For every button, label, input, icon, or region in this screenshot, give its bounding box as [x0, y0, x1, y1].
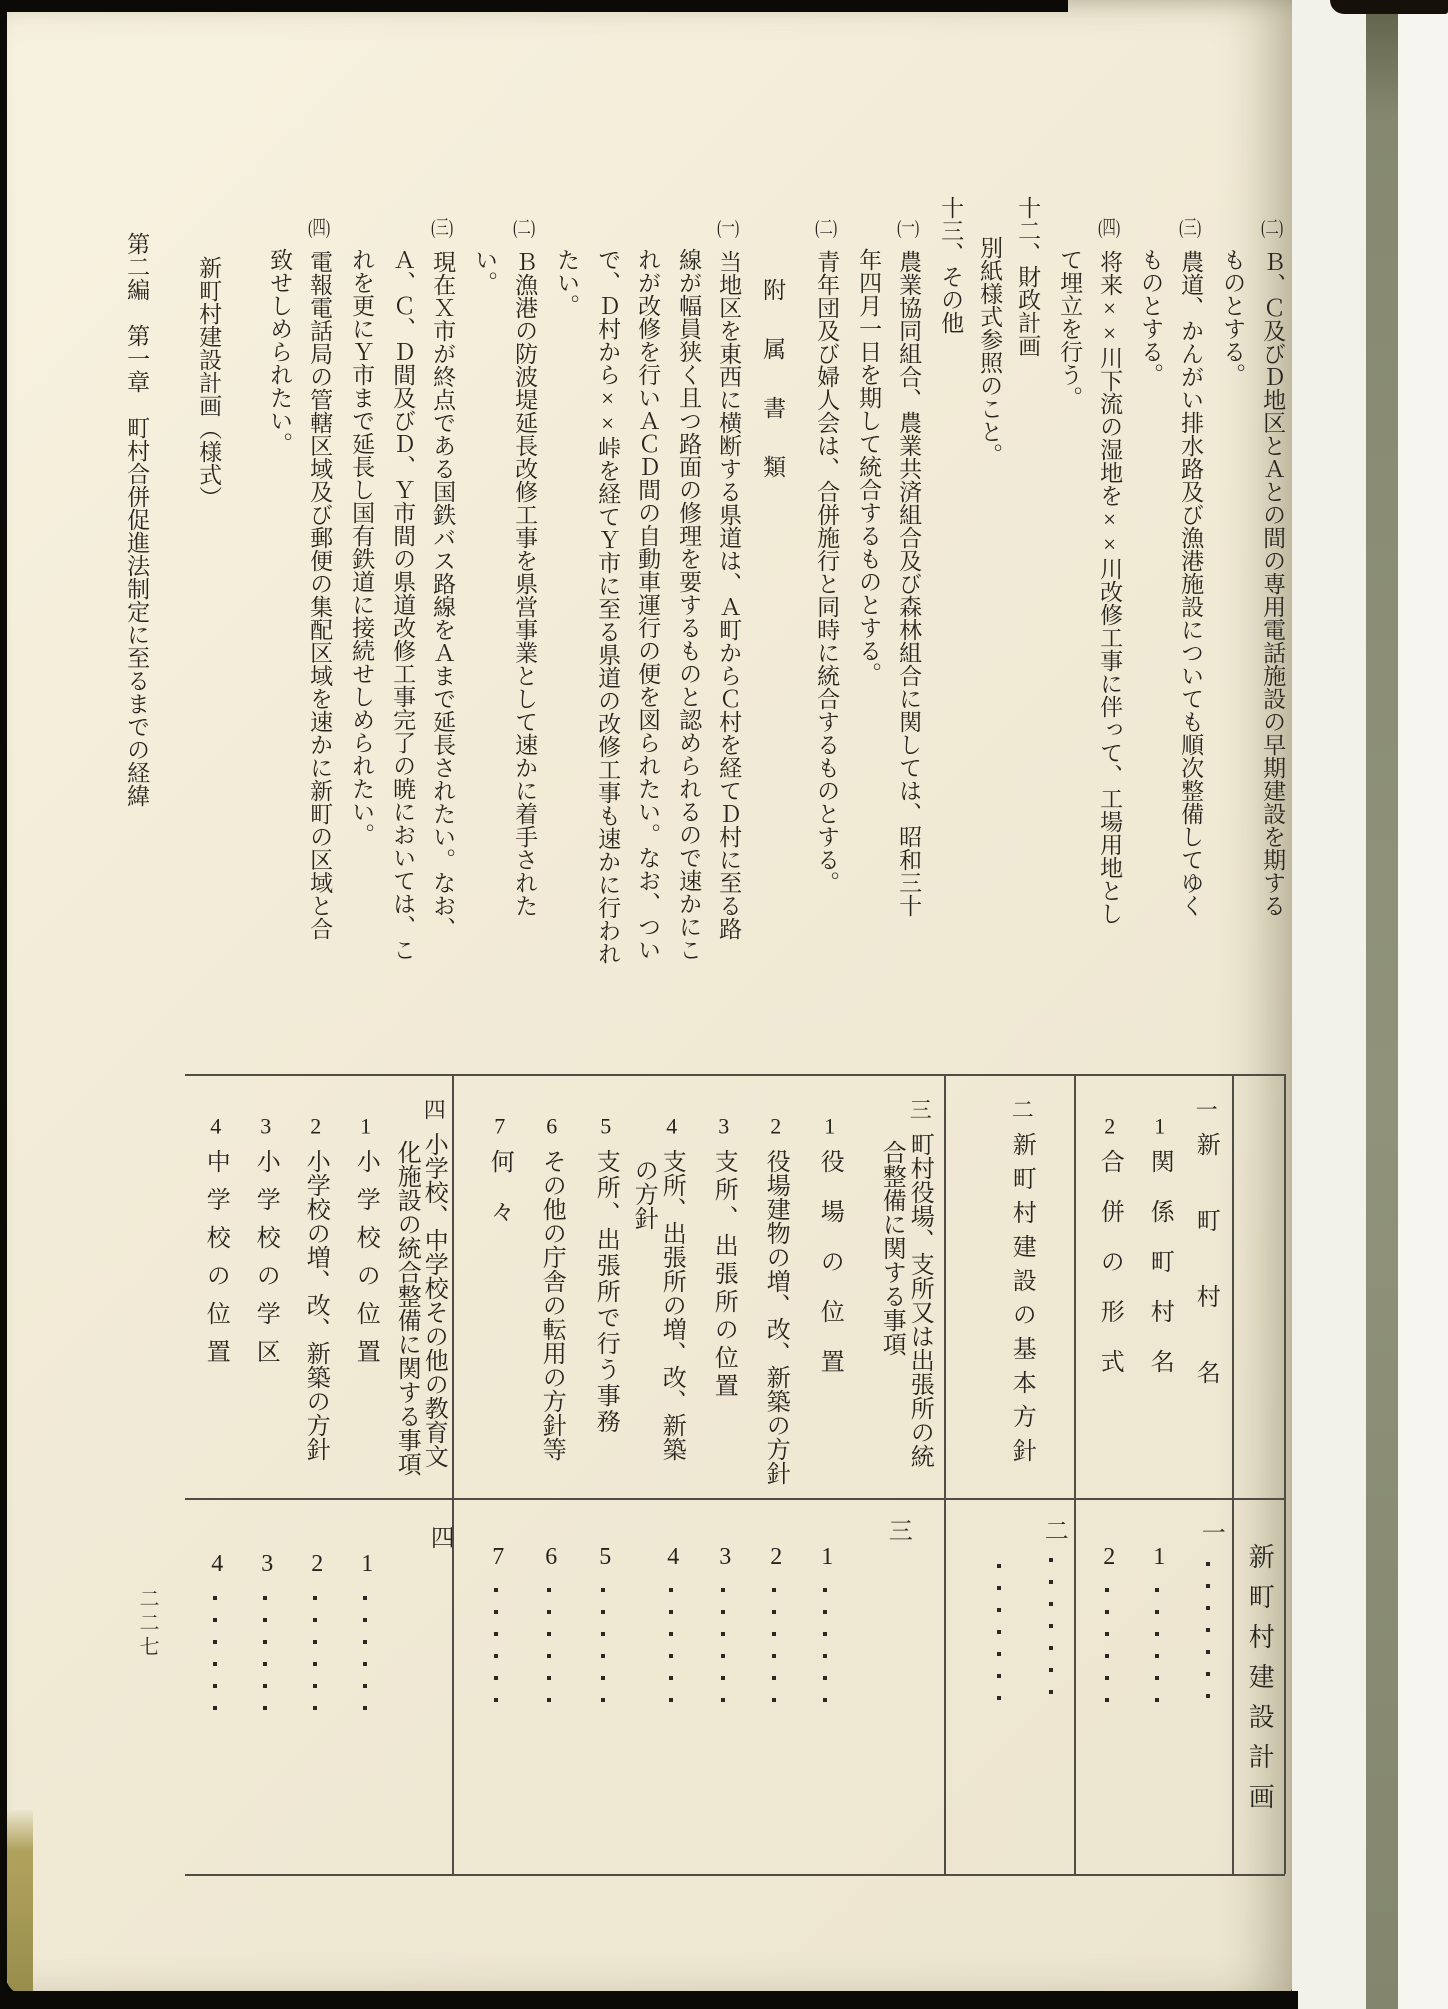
- text-column: [595, 248, 619, 965]
- item-breakwater: [512, 218, 536, 917]
- table-title: 新町村建設計画: [1245, 1543, 1275, 1823]
- item-text: 現在Ｘ市が終点である国鉄バス路線をＡまで延長されたい。なお、: [430, 250, 456, 940]
- item-marker: (二): [513, 218, 536, 238]
- form-item-number: [884, 1518, 909, 1542]
- text-column: [349, 248, 373, 846]
- item-text: い。: [472, 248, 498, 294]
- form-item-number: [660, 1545, 685, 1569]
- item-text: 小学校、中学校その他の教育文: [420, 1132, 447, 1468]
- item-number: 4: [211, 1552, 224, 1576]
- table-header-item: [878, 1140, 903, 1356]
- item-number: 二: [1040, 1518, 1067, 1542]
- item-telephone: [1260, 218, 1284, 917]
- text-column: [856, 248, 880, 685]
- header-branch-building: [658, 1115, 683, 1461]
- item-number: 一: [1197, 1520, 1224, 1544]
- table-border-top: [185, 1074, 1285, 1076]
- dotted-leader: [772, 1588, 776, 1712]
- item-number: 4: [667, 1545, 680, 1569]
- item-text: て埋立を行う。: [1057, 248, 1083, 409]
- item-text: 別紙様式参照のこと。: [977, 236, 1003, 466]
- item-text: 附属書類: [760, 278, 786, 514]
- header-new-town-name: [1192, 1098, 1217, 1436]
- item-text: 中学校の位置: [202, 1149, 229, 1377]
- text-column: [1138, 248, 1162, 386]
- item-text: 致せしめられたい。: [267, 248, 293, 455]
- item-number: 3: [718, 1115, 730, 1137]
- item-text: たい。: [554, 248, 580, 317]
- appendix-heading: [760, 278, 784, 514]
- item-number: 四: [421, 1098, 447, 1120]
- item-number: 2: [1104, 1115, 1116, 1137]
- section-12-heading: [1015, 196, 1039, 357]
- item-text: 何々: [486, 1149, 513, 1249]
- item-number: 四: [426, 1525, 453, 1549]
- item-marker: (一): [717, 218, 740, 238]
- item-text: 将来××川下流の湿地を××川改修工事に伴って、工場用地とし: [1097, 250, 1123, 925]
- dotted-leader: [669, 1588, 673, 1712]
- header-merger-form: [1096, 1115, 1121, 1399]
- text-column: [554, 248, 578, 317]
- item-number: 1: [360, 1115, 372, 1137]
- section-13-heading: [938, 196, 962, 334]
- form-item-number: [814, 1545, 839, 1569]
- item-text: 合併の形式: [1096, 1149, 1123, 1399]
- form-item-number: [204, 1552, 229, 1576]
- header-basic-policy: [1008, 1098, 1033, 1472]
- dotted-leader: [313, 1596, 317, 1720]
- text-column: [472, 248, 496, 294]
- item-text: 当地区を東西に横断する県道は、Ａ町からＣ村を経てＤ村に至る路: [716, 250, 742, 940]
- header-branch-location: [710, 1115, 735, 1401]
- item-text: 農業協同組合、農業共済組合及び森林組合に関しては、昭和三十: [896, 250, 922, 917]
- item-number: 三: [907, 1098, 933, 1120]
- item-number: 5: [600, 1115, 612, 1137]
- form-item-number: [538, 1545, 563, 1569]
- text-column: [977, 236, 1001, 466]
- text-column: [267, 248, 291, 455]
- item-text: 新町村名: [1192, 1132, 1219, 1436]
- form-item-number: [354, 1552, 379, 1576]
- dotted-leader: [1105, 1588, 1109, 1712]
- table-border-right: [1284, 1074, 1286, 1874]
- item-number: 4: [210, 1115, 222, 1137]
- item-cooperatives: [896, 218, 920, 917]
- header-related-towns: [1146, 1115, 1171, 1399]
- item-reclamation: [1097, 218, 1121, 925]
- item-number: 5: [599, 1545, 612, 1569]
- item-marker: (四): [308, 218, 331, 238]
- item-postal-districts: [307, 218, 331, 940]
- item-text: 合整備に関する事項: [878, 1140, 905, 1356]
- header-office-location: [816, 1115, 841, 1399]
- form-item-number: [592, 1545, 617, 1569]
- dotted-leader: [823, 1588, 827, 1712]
- dotted-leader: [721, 1588, 725, 1712]
- form-item-number: [485, 1545, 510, 1569]
- item-number: 6: [546, 1115, 558, 1137]
- item-text: Ｂ漁港の防波堤延長改修工事を県営事業として速かに着手された: [512, 250, 538, 917]
- item-text: れが改修を行いＡＣＤ間の自動車運行の便を図られたい。なお、つい: [635, 248, 661, 961]
- item-number: 1: [821, 1545, 834, 1569]
- header-schools: [420, 1098, 445, 1468]
- chapter-heading-column: [124, 232, 148, 807]
- item-number: 三: [884, 1518, 911, 1542]
- item-text: 役場の位置: [816, 1149, 843, 1399]
- item-text: 役場建物の増、改、新築の方針: [762, 1149, 789, 1485]
- item-text: 青年団及び婦人会は、合併施行と同時に統合するものとする。: [814, 250, 840, 894]
- item-text: 農道、かんがい排水路及び漁港施設についても順次整備してゆく: [1178, 250, 1204, 917]
- item-text: 第二編 第一章 町村合併促進法制定に至るまでの経緯: [124, 232, 150, 807]
- item-text: 小学校の位置: [352, 1149, 379, 1377]
- item-text: れを更にＹ市まで延長し国有鉄道に接続せしめられたい。: [349, 248, 375, 846]
- item-number: 二: [1009, 1098, 1035, 1120]
- form-item-number: [1146, 1545, 1171, 1569]
- item-number: 2: [770, 1115, 782, 1137]
- item-marker: (一): [897, 218, 920, 238]
- item-text: 電報電話局の管轄区域及び郵便の集配区域を速かに新町の区域と合: [307, 250, 333, 940]
- item-text: 支所、出張所で行う事務: [592, 1149, 619, 1435]
- header-elementary-location: [352, 1115, 377, 1377]
- item-number: 3: [261, 1552, 274, 1576]
- header-school-district: [252, 1115, 277, 1377]
- item-prefectural-road: [716, 218, 740, 940]
- text-column: [390, 248, 414, 961]
- form-item-number: [763, 1545, 788, 1569]
- header-building-reuse: [538, 1115, 563, 1461]
- text-column: [676, 248, 700, 961]
- form-title-column: [196, 256, 220, 509]
- form-item-number: [426, 1525, 451, 1549]
- form-item-number: [304, 1552, 329, 1576]
- item-text: 線が幅員狭く且つ路面の修理を要するものと認められるので速かにこ: [676, 248, 702, 961]
- item-number: 3: [260, 1115, 272, 1137]
- item-bus-line: [430, 218, 454, 940]
- header-office-building: [762, 1115, 787, 1485]
- item-number: 2: [311, 1552, 324, 1576]
- table-border-bottom: [185, 1874, 1285, 1876]
- item-text: 化施設の統合整備に関する事項: [393, 1140, 420, 1476]
- dotted-leader: [494, 1588, 498, 1712]
- dotted-leader: [547, 1588, 551, 1712]
- form-item-number: [712, 1545, 737, 1569]
- dotted-leader: [601, 1588, 605, 1712]
- form-item-number: [1040, 1518, 1065, 1542]
- item-number: 7: [492, 1545, 505, 1569]
- item-marker: (三): [1179, 218, 1202, 238]
- dotted-leader: [997, 1564, 1001, 1716]
- table-divider-1: [1232, 1074, 1234, 1874]
- page-number: 二二七: [136, 1588, 158, 1660]
- dotted-leader: [1155, 1588, 1159, 1712]
- table-divider-4: [452, 1074, 454, 1874]
- item-text: 支所、出張所の増、改、新築: [658, 1149, 685, 1461]
- form-item-number: [1197, 1520, 1222, 1544]
- header-office-consolidation: [906, 1098, 931, 1468]
- item-number: 2: [770, 1545, 783, 1569]
- item-number: 1: [1153, 1545, 1166, 1569]
- item-text: 関係町村名: [1146, 1149, 1173, 1399]
- item-text: Ｂ、Ｃ及びＤ地区とＡとの間の専用電話施設の早期建設を期する: [1260, 250, 1286, 917]
- item-marker: (二): [815, 218, 838, 238]
- item-number: 1: [824, 1115, 836, 1137]
- item-number: 3: [719, 1545, 732, 1569]
- header-etcetera: [486, 1115, 511, 1249]
- form-item-number: [1096, 1545, 1121, 1569]
- dotted-leader: [213, 1596, 217, 1720]
- item-number: 7: [494, 1115, 506, 1137]
- item-text: 新町村建設の基本方針: [1008, 1132, 1035, 1472]
- item-text: 新町村建設計画（様式）: [196, 256, 222, 509]
- table-divider-2: [1074, 1074, 1076, 1874]
- item-number: 4: [666, 1115, 678, 1137]
- text-column: [1057, 248, 1081, 409]
- header-middle-school-location: [202, 1115, 227, 1377]
- item-text: ものとする。: [1220, 248, 1246, 386]
- item-marker: (四): [1098, 218, 1121, 238]
- item-number: 2: [1103, 1545, 1116, 1569]
- item-number: 1: [361, 1552, 374, 1576]
- item-text: 町村役場、支所又は出張所の統: [906, 1132, 933, 1468]
- dotted-leader: [1049, 1558, 1053, 1710]
- item-marker: (三): [431, 218, 454, 238]
- item-number: 1: [1154, 1115, 1166, 1137]
- item-text: 小学校の学区: [252, 1149, 279, 1377]
- dotted-leader: [263, 1596, 267, 1720]
- header-elementary-building: [302, 1115, 327, 1461]
- item-text: の方針: [630, 1158, 657, 1230]
- header-branch-duties: [592, 1115, 617, 1435]
- item-text: 年四月一日を期して統合するものとする。: [856, 248, 882, 685]
- table-header-item: [630, 1158, 655, 1230]
- item-number: 一: [1193, 1098, 1219, 1120]
- item-number: 2: [310, 1115, 322, 1137]
- item-marker: (二): [1261, 218, 1284, 238]
- item-number: 6: [545, 1545, 558, 1569]
- text-column: [635, 248, 659, 961]
- item-text: ものとする。: [1138, 248, 1164, 386]
- item-text: 十二、財政計画: [1015, 196, 1041, 357]
- item-text: 小学校の増、改、新築の方針: [302, 1149, 329, 1461]
- item-farm-roads: [1178, 218, 1202, 917]
- form-item-number: [254, 1552, 279, 1576]
- table-border-middle: [185, 1498, 1285, 1500]
- item-youth-groups: [814, 218, 838, 894]
- dotted-leader: [363, 1596, 367, 1720]
- table-divider-3: [944, 1074, 946, 1874]
- text-column: [1220, 248, 1244, 386]
- table-header-item: [393, 1140, 418, 1476]
- item-text: 十三、その他: [938, 196, 964, 334]
- item-text: で、Ｄ村から××峠を経てＹ市に至る県道の改修工事も速かに行われ: [595, 248, 621, 965]
- item-text: その他の庁舎の転用の方針等: [538, 1149, 565, 1461]
- item-text: Ａ、Ｃ、Ｄ間及びＤ、Ｙ市間の県道改修工事完了の暁においては、こ: [390, 248, 416, 961]
- dotted-leader: [1206, 1562, 1210, 1710]
- item-text: 支所、出張所の位置: [710, 1149, 737, 1401]
